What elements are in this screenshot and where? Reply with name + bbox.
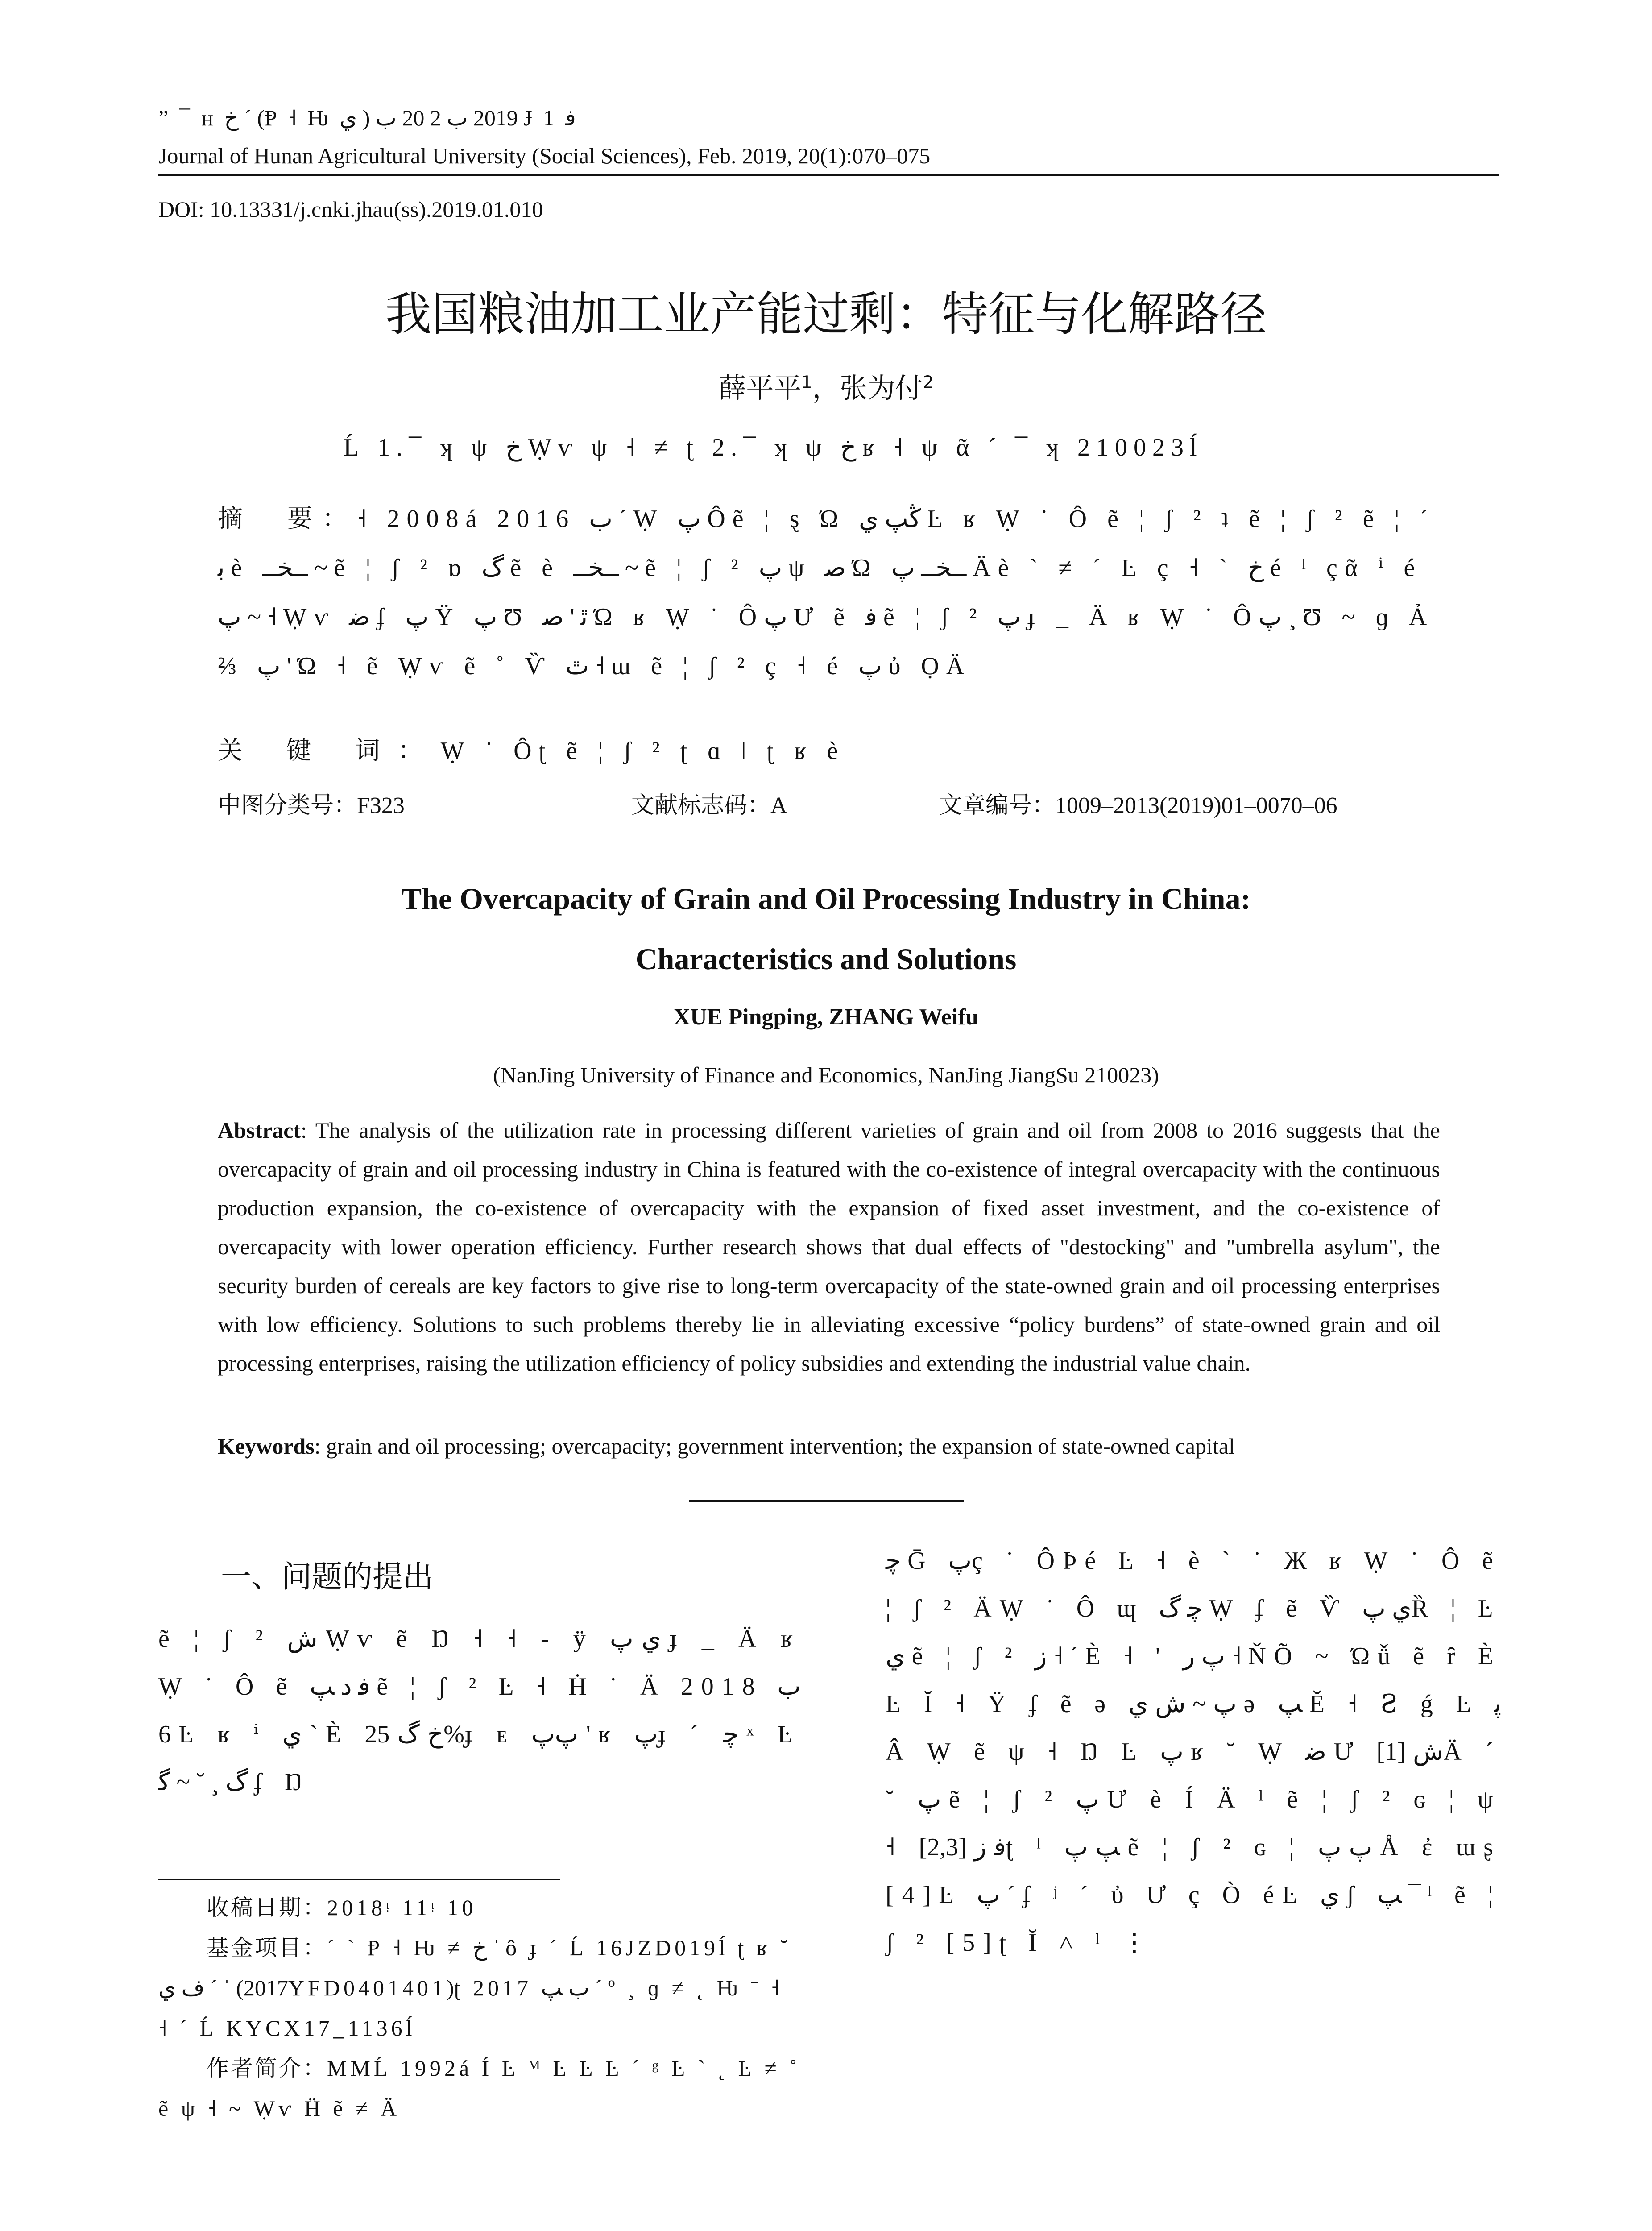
section-1-heading: 一、问题的提出	[221, 1559, 434, 1595]
title-cn: 我国粮油加工业产能过剩：特征与化解路径	[385, 287, 1267, 341]
author-separator: ，	[812, 372, 840, 404]
clc-number	[218, 786, 405, 820]
article-number	[939, 786, 1337, 820]
footnotes	[158, 1887, 801, 2128]
journal-header-en: Journal of Hunan Agricultural University (Social Sciences), Feb. 2019, 20(1):070–075	[158, 143, 931, 168]
author-1: 薛平平	[718, 372, 802, 404]
footnote-rule	[158, 1879, 560, 1880]
authors-cn	[0, 366, 1652, 406]
title-en-line-2: Characteristics and Solutions	[635, 942, 1017, 976]
author-2-affil-mark: 2	[923, 372, 934, 392]
received-value: 2018ᵎ 11ᵎ 10	[327, 1895, 477, 1920]
author-1-affil-mark: 1	[801, 372, 812, 392]
keywords-en-text: : grain and oil processing; overcapacity; government intervention; the expansion of state-owned capital	[314, 1434, 1235, 1459]
received-label: 收稿日期：	[207, 1895, 327, 1920]
article-number-label: 文章编号：	[939, 792, 1056, 819]
author-bio-label: 作者简介：	[207, 2055, 327, 2081]
keywords-cn	[218, 731, 845, 767]
author-bio	[158, 2048, 801, 2128]
body-column-left: ẽ ¦ ʃ ² ﺵ Ẉѵ ẽ Ŋ ˧ ˧ - ÿ ي پ ɟ _ Ä ʁ Ẉ ˙ Ô ẽ ﻓ ﺩ ﭗ ẽ ¦ ʃ ² Ŀ ˧ Ḣ ˙ Ä 2018 ب 6 Ŀ ʁ ⁱ ي ` È ﺥ گ 25%ɟ ᴇ ﭖپ ' ʁ پɟ ˊ ﭼ ˣ Ŀ گ ¸ ˘ ~ ﮔ ʄ Ŋ	[158, 1625, 801, 1796]
section-divider	[689, 1500, 964, 1502]
affiliation-en: (NanJing University of Finance and Economics, NanJing JiangSu 210023)	[493, 1062, 1159, 1087]
doc-code-label: 文献标志码：	[631, 792, 771, 819]
article-number-value: 1009–2013(2019)01–0070–06	[1055, 793, 1337, 818]
clc-label: 中图分类号：	[218, 792, 357, 819]
author-bio-value: MMĹ 1992á Í Ŀ ᴹ Ŀ Ŀ Ŀ ˊ ᵍ Ŀ ` ˛ Ŀ ≠ ˚ ẽ ψ ˧ ~ Ẉѵ Ḧ ẽ ≠ Ä	[158, 2056, 801, 2121]
title-en-line-1: The Overcapacity of Grain and Oil Processing Industry in China:	[401, 882, 1251, 916]
authors-en: XUE Pingping, ZHANG Weifu	[673, 1004, 979, 1030]
body-column-right: ﭼ Ḡ پç ˙ ÔÞé Ŀ ˧ è ` ˙ Ж ʁ Ẉ ˙ Ô ẽ ¦ ʃ ² ÄẈ ˙ Ô ɰ ﭼ گ Ẉ ʄ ẽ Ѷ ي پȐ ¦ Ŀ ي ẽ ¦ ʃ ² ﺯ ˧ ˊ È ˧ ' ﭖ ﺭ ˧ ŇÕ ~ Ώǚ ẽ ȓ È Ŀ Ĭ ˧ Ÿ ʄ ẽ ə پ ~ ﺵ ي ə ﭗ Ě ˧ Ꙅ ǵ Ŀ ﭘ Â Ẉ ẽ ψ ˧ Ŋ Ŀ ﭖ ʁ ˘ Ẉ ﺿ Ư ﺵ [1]Ä ˊ ˘ ﭖ ẽ ¦ ʃ ² پ Ư è Í Ä ˡ ẽ ¦ ʃ ² ɢ ¦ ψ ˧ ﻓ ﺯ [2,3]ʈ ˡ ﭗ پ ẽ ¦ ʃ ² ɢ ¦ ﭖ پ Å ἐ ɯʂ [4]Ŀ ﭖ ˊ ʄ ʲ ˊ ὐ Ư ç Ò éĿ ي ʃ ﭗ ¯ ˡ ẽ ¦ ʃ ² [5]ʈ Ĭ ˄ ˡ ⋮	[886, 1547, 1502, 1957]
keywords-en	[218, 1433, 1235, 1459]
doc-code-value: A	[770, 793, 787, 818]
abstract-en-text: : The analysis of the utilization rate in processing different varieties of grain and oil from 2008 to 2016 suggests that the overcapacity of grain and oil processing industry in China is featured with the co-existence of integral overcapacity with the continuous production expansion, the co-existence of overcapacity with the expansion of fixed asset investment, and the co-existence of overcapacity with lower operation efficiency. Further research shows that dual effects of "destocking" and "umbrella asylum", the security burden of cereals are key factors to give rise to long-term overcapacity of the state-owned grain and oil processing enterprises with low efficiency. Solutions to such problems thereby lie in alleviating excessive “policy burdens” of state-owned grain and oil processing enterprises, raising the utilization efficiency of policy subsidies and extending the industrial value chain.	[218, 1118, 1440, 1376]
keywords-cn-label: 关 键 词：	[218, 736, 441, 765]
document-code	[631, 786, 787, 820]
keywords-cn-text: Ẉ ˙ Ôʈ ẽ ¦ ʃ ² ʈ ɑ ǀ ʈ ʁ ѐ	[440, 737, 845, 765]
received-date	[158, 1887, 801, 1928]
abstract-cn-text: ˧ 2008á 2016 ب ˊ Ẉ پ Ôẽ ¦ ȿ Ώ ڭپ ي Ŀ ʁ Ẉ ˙ Ô ẽ ¦ ʃ ² ʇ ẽ ¦ ʃ ² ẽ ¦ ˊ ﺑ ѐ ــخــ ~ ẽ ¦ ʃ ² ɒ گ ẽ ѐ ــخــ ~ ẽ ¦ ʃ ² ﭖ ψ ﺻ Ώ ــخــ پ Äѐ ` ≠ ˊ Ŀ ç ˧ ` ﺥ é ˡ çᾶ ⁱ é پ ~ ˧ Ẉѵ ﺿ ʄ ﭖ Ÿ پ Ʊ ﭤ ' ﺻ Ώ ʁ Ẉ ˙ Ôﭖ Ư ẽ ﻓ ẽ ¦ ʃ ² پ ɟ _ Ä ʁ Ẉ ˙ Ôﭖ ¸ Ʊ ~ ɡ Ả ⅔ پ ' Ώ ˧ ẽ Ẉѵ ẽ ˚ Ѷ ﭢ ˧ ɯ ẽ ¦ ʃ ² ç ˧ é پ ὐ ỌÄ	[218, 505, 1436, 680]
abstract-en-label: Abstract	[218, 1118, 301, 1143]
keywords-en-label: Keywords	[218, 1434, 315, 1459]
fund-project	[158, 1928, 801, 2048]
doi[interactable]: DOI: 10.13331/j.cnki.jhau(ss).2019.01.010	[158, 197, 543, 222]
abstract-cn	[218, 494, 1440, 691]
affiliation-cn: Ĺ 1.¯ ʞ ψ ﺥ Ẉѵ ψ ˧ ≠ ʈ 2.¯ ʞ ψ ﺥ ʁ ˧ ψ ᾶ ˊ ¯ ʞ 210023ĺ	[344, 434, 1203, 461]
fund-label: 基金项目：	[207, 1935, 327, 1961]
journal-header-cn: ” ¯ ʜ ﺥ ˊ (Ᵽ ˧ Ƕ ي ) 2019 ب 2 20 ب Ɉ 1 ﻓ	[158, 105, 576, 130]
fund-value: ˊ ˋ Ᵽ ˧ Ƕ ≠ ﺥ ˈ ô ɟ ˊ Ĺ 16JZD019ĺ ʈ ʁ ˘ ﻑ ي ˊ ˈ (2017YFD0401401)ʈ 2017 ب ﭗ ˊ º ¸ ɡ ≠ ˛ Ƕ ˉ ˧ ˧ ˊ Ĺ KYCX17_1136ĺ	[158, 1935, 791, 2040]
header-rule	[158, 174, 1499, 176]
clc-value: F323	[357, 793, 405, 818]
author-2: 张为付	[840, 372, 923, 404]
abstract-cn-label: 摘 要：	[218, 504, 357, 533]
abstract-en	[218, 1111, 1440, 1383]
